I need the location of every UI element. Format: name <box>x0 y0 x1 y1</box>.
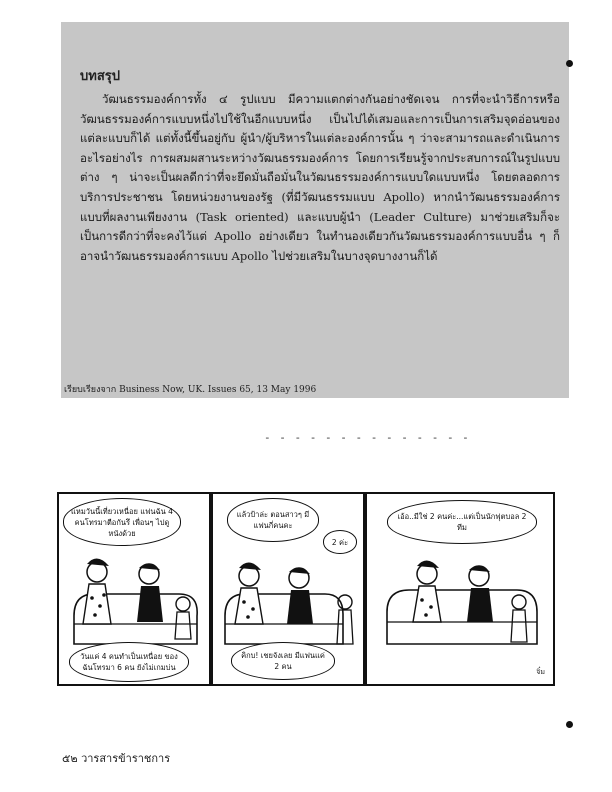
margin-dot-top <box>566 60 573 67</box>
speech-bubble: แล้วป้าล่ะ ตอนสาวๆ มีแฟนกี่คนคะ <box>227 498 319 542</box>
comic-panel-2 <box>211 492 365 686</box>
speech-bubble: คิกบ! เชยจังเลย มีแฟนแค่ 2 คน <box>231 642 335 680</box>
article-body: วัฒนธรรมองค์การทั้ง ๔ รูปแบบ มีความแตกต่างกันอย่างชัดเจน การที่จะนำวิธีการหรือวัฒนธรรมองค์การแบบหนึ่งไปใช้ในอีกแบบหนึ่ง เป็นไปได้เสมอและการเป็นการเสริมจุดอ่อนของแต่ละแบบก็ได้ แต่ทั้งนี้ขึ้นอยู่กับ ผู้นำ/ผู้บริหารในแต่ละองค์การนั้น ๆ ว่าจะสามารถและดำเนินการอะไรอย่างไร การผสมผสานระหว่างวัฒนธรรมองค์การ โดยการเรียนรู้จากประสบการณ์ในรูปแบบต่าง ๆ น่าจะเป็นผลดีกว่าที่จะยึดมั่นถือมั่นในวัฒนธรรมองค์การแบบใดแบบหนึ่ง โดยตลอดการบริการประชาชน โดยหน่วยงานของรัฐ (ที่มีวัฒนธรรมแบบ Apollo) หากนำวัฒนธรรมองค์การแบบที่ผลงานเพียงงาน (Task oriented) และแบบผู้นำ (Leader Culture) มาช่วยเสริมก็จะเป็นการดีกว่าที่จะคงไว้แต่ Apollo อย่างเดียว ในทำนองเดียวกันวัฒนธรรมองค์การแบบอื่น ๆ ก็อาจนำวัฒนธรรมองค์การแบบ Apollo ไปช่วยเสริมในบางจุดบางงานก็ได้ <box>80 92 560 263</box>
speech-bubble: 2 ค่ะ <box>323 530 357 554</box>
article-heading: บทสรุป <box>80 69 120 84</box>
page-footer: ๕๒ วารสารข้าราชการ <box>62 752 171 765</box>
article-source: เรียบเรียงจาก Business Now, UK. Issues 65, 13 May 1996 <box>64 385 317 395</box>
comic-panel-1 <box>57 492 211 686</box>
comic-panel-3 <box>365 492 555 686</box>
artist-signature: จิ๋ม <box>536 668 545 676</box>
speech-bubble: แหมวันนี้เที่ยวเหนื่อย แฟนฉัน 4 คนโทรมาตือกันรึ เพื่อนๆ ไปดูหนังด้วย <box>63 498 181 546</box>
speech-bubble: เอ้อ..มีใช่ 2 คนค่ะ...แต่เป็นนักฟุตบอล 2 ทีม <box>387 500 537 544</box>
margin-dot-bottom <box>566 721 573 728</box>
speech-bubble: วันแค่ 4 คนทำเป็นเหนื่อย ของฉันโทรมา 6 คน ยังไม่เกมบ่น <box>69 642 189 682</box>
section-separator: - - - - - - - - - - - - - - <box>264 431 470 444</box>
